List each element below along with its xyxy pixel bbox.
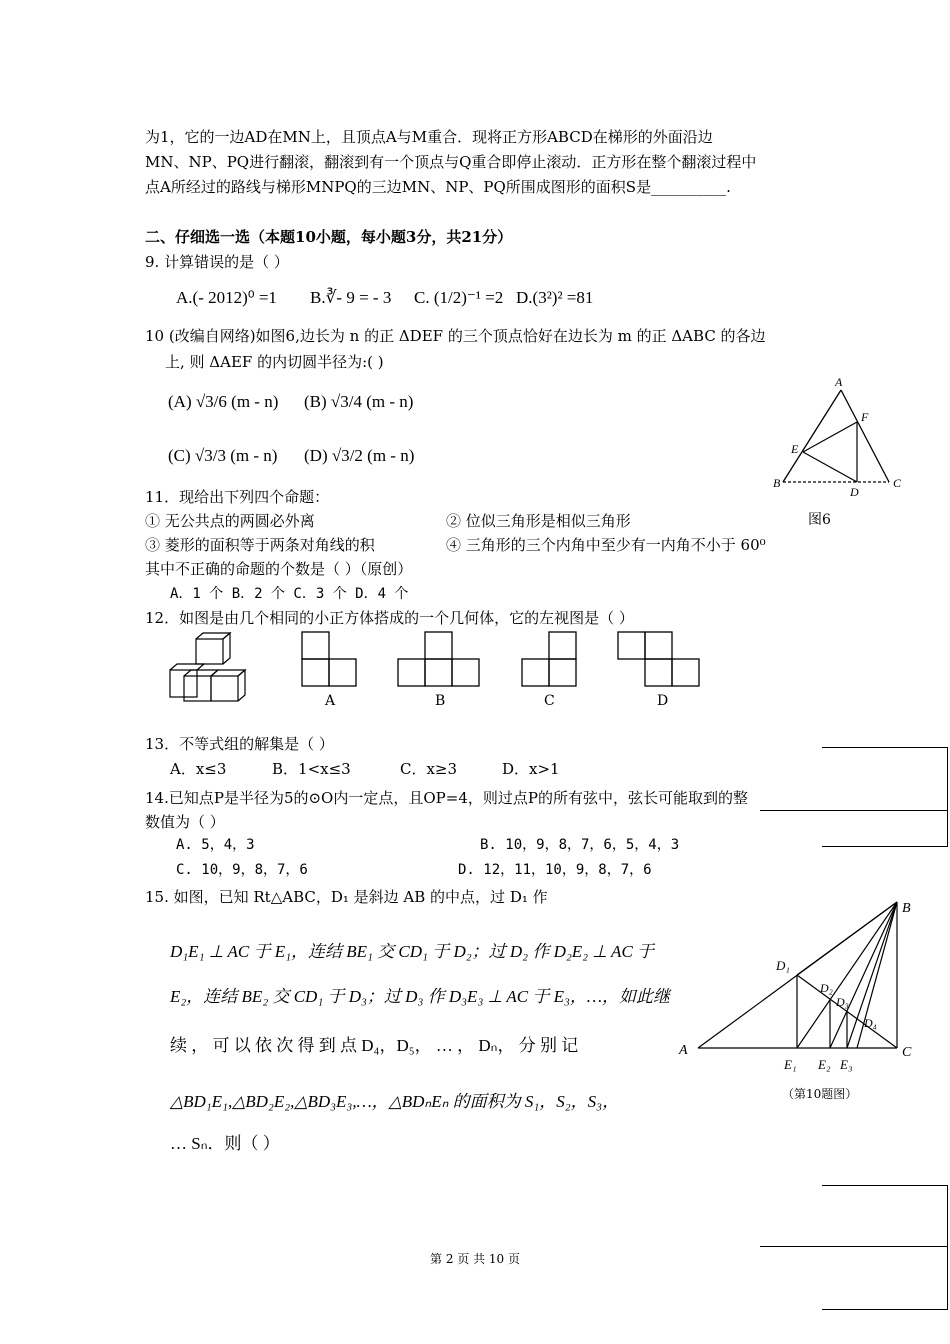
- q15-fig-label-d4: D₄: [864, 1016, 877, 1030]
- q15-fig-label-e1: E₁: [784, 1057, 797, 1072]
- q10-option-a: (A) √3/6 (m - n): [168, 392, 279, 411]
- score-box-line: [822, 1185, 948, 1186]
- q15-fig-label-a: A: [679, 1043, 688, 1058]
- q15-fig-label-e3: E₃: [840, 1057, 853, 1072]
- q13-option-b: B．1<x≤3: [272, 760, 351, 778]
- q14-option-d: D. 12，11，10，9，8，7，6: [458, 862, 652, 878]
- q11-proposition-2: ② 位似三角形是相似三角形: [446, 512, 631, 530]
- q13-option-d: D．x>1: [502, 760, 560, 778]
- q9-option-d: D.(3²)² =81: [516, 288, 594, 307]
- q10-option-c: (C) √3/3 (m - n): [168, 446, 278, 465]
- q11-options: A．1 个 B．2 个 C．3 个 D．4 个: [170, 586, 409, 602]
- fig6-label-c: C: [893, 476, 902, 490]
- score-box-line: [947, 1185, 948, 1310]
- q9-option-c: C. (1/2)⁻¹ =2: [414, 288, 504, 307]
- q12-view-option-c: [520, 631, 580, 689]
- q15-line-4: 续 ， 可 以 依 次 得 到 点 D₄，D₅， … ， Dₙ， 分 别 记: [170, 1036, 579, 1055]
- q15-fig-label-b: B: [902, 901, 911, 916]
- fig6-label-b: B: [773, 476, 781, 490]
- fig6-label-f: F: [861, 410, 869, 424]
- q15-fig-label-d3: D₃: [836, 995, 849, 1009]
- fig6-label-d: D: [850, 485, 859, 499]
- q14-option-a: A. 5，4，3: [176, 837, 255, 853]
- q12-cube-solid: [165, 632, 265, 704]
- q14-stem-2: 数值为（ ）: [145, 813, 225, 831]
- q11-ask: 其中不正确的命题的个数是（ ）（原创）: [145, 560, 413, 578]
- section-heading: 二、仔细选一选（本题10小题，每小题3分，共21分）: [145, 228, 513, 246]
- q9-option-b: B.∛- 9 = - 3: [310, 288, 392, 307]
- q12-stem: 12．如图是由几个相同的小正方体搭成的一个几何体，它的左视图是（ ）: [145, 609, 634, 627]
- q15-fig-label-d1: D₁: [776, 958, 790, 973]
- score-box-line: [760, 1246, 948, 1247]
- q12-view-option-b: [396, 631, 482, 689]
- q14-stem-1: 14.已知点P是半径为5的⊙O内一定点，且OP=4，则过点P的所有弦中，弦长可能取到的整: [145, 789, 748, 807]
- q12-view-option-d: [616, 631, 702, 689]
- page-footer: 第 2 页 共 10 页: [430, 1252, 520, 1266]
- q11-stem: 11．现给出下列四个命题：: [145, 488, 330, 506]
- q13-option-a: A．x≤3: [170, 760, 227, 778]
- score-box-line: [822, 1309, 948, 1310]
- q9-stem: 9. 计算错误的是（ ）: [145, 253, 289, 271]
- q10-option-b: (B) √3/4 (m - n): [304, 392, 414, 411]
- intro-line-1: 为1，它的一边AD在MN上，且顶点A与M重合．现将正方形ABCD在梯形的外面沿边: [145, 128, 713, 146]
- score-box-line: [822, 846, 948, 847]
- q15-line-1: 15. 如图，已知 Rt△ABC，D₁ 是斜边 AB 的中点，过 D₁ 作: [145, 888, 548, 906]
- q15-figure-triangle: [676, 892, 926, 1072]
- q12-label-a: A: [325, 693, 336, 709]
- q15-line-2: D₁E₁ ⊥ AC 于 E₁，连结 BE₁ 交 CD₁ 于 D₂；过 D₂ 作 D₂E₂ ⊥ AC 于: [170, 942, 655, 961]
- q10-stem-1: 10 (改编自网络)如图6,边长为 n 的正 ΔDEF 的三个顶点恰好在边长为 m 的正 ΔABC 的各边: [145, 327, 766, 345]
- q12-label-d: D: [657, 693, 669, 709]
- figure-6-triangle: [765, 372, 910, 500]
- fig6-label-e: E: [791, 442, 799, 456]
- q14-option-c: C. 10，9，8，7，6: [176, 862, 308, 878]
- intro-line-3: 点A所经过的路线与梯形MNPQ的三边MN、NP、PQ所围成图形的面积S是__________.: [145, 178, 731, 196]
- score-box-line: [822, 747, 948, 748]
- q15-line-5: △BD₁E₁,△BD₂E₂,△BD₃E₃,…，△BDₙEₙ 的面积为 S₁，S₂，S₃，: [170, 1092, 620, 1111]
- q11-proposition-3: ③ 菱形的面积等于两条对角线的积: [145, 536, 375, 554]
- q15-line-6: … Sₙ．则（ ）: [170, 1134, 280, 1153]
- q11-proposition-1: ① 无公共点的两圆必外离: [145, 512, 315, 530]
- q15-fig-label-c: C: [902, 1045, 912, 1060]
- score-box-line: [947, 747, 948, 847]
- q12-label-c: C: [544, 693, 555, 709]
- q13-stem: 13．不等式组的解集是（ ）: [145, 735, 334, 753]
- q14-option-b: B. 10，9，8，7，6，5，4，3: [480, 837, 680, 853]
- q15-figure-caption: （第10题图）: [782, 1087, 858, 1101]
- figure-6-caption: 图6: [808, 512, 831, 528]
- q15-line-3: E₂，连结 BE₂ 交 CD₁ 于 D₃；过 D₃ 作 D₃E₃ ⊥ AC 于 E₃，…，如此继: [170, 987, 670, 1006]
- q13-option-c: C．x≥3: [400, 760, 458, 778]
- q15-fig-label-e2: E₂: [818, 1057, 831, 1072]
- fig6-label-a: A: [835, 375, 843, 389]
- q9-option-a: A.(- 2012)⁰ =1: [176, 288, 277, 307]
- q15-fig-label-d2: D₂: [820, 981, 833, 995]
- q12-view-option-a: [300, 631, 360, 689]
- q10-option-d: (D) √3/2 (m - n): [304, 446, 415, 465]
- q12-label-b: B: [435, 693, 446, 709]
- score-box-line: [760, 810, 948, 811]
- q10-stem-2: 上, 则 ΔAEF 的内切圆半径为:( ): [165, 353, 384, 371]
- q11-proposition-4: ④ 三角形的三个内角中至少有一内角不小于 60⁰: [446, 536, 766, 554]
- intro-line-2: MN、NP、PQ进行翻滚，翻滚到有一个顶点与Q重合即停止滚动．正方形在整个翻滚过程中: [145, 153, 757, 171]
